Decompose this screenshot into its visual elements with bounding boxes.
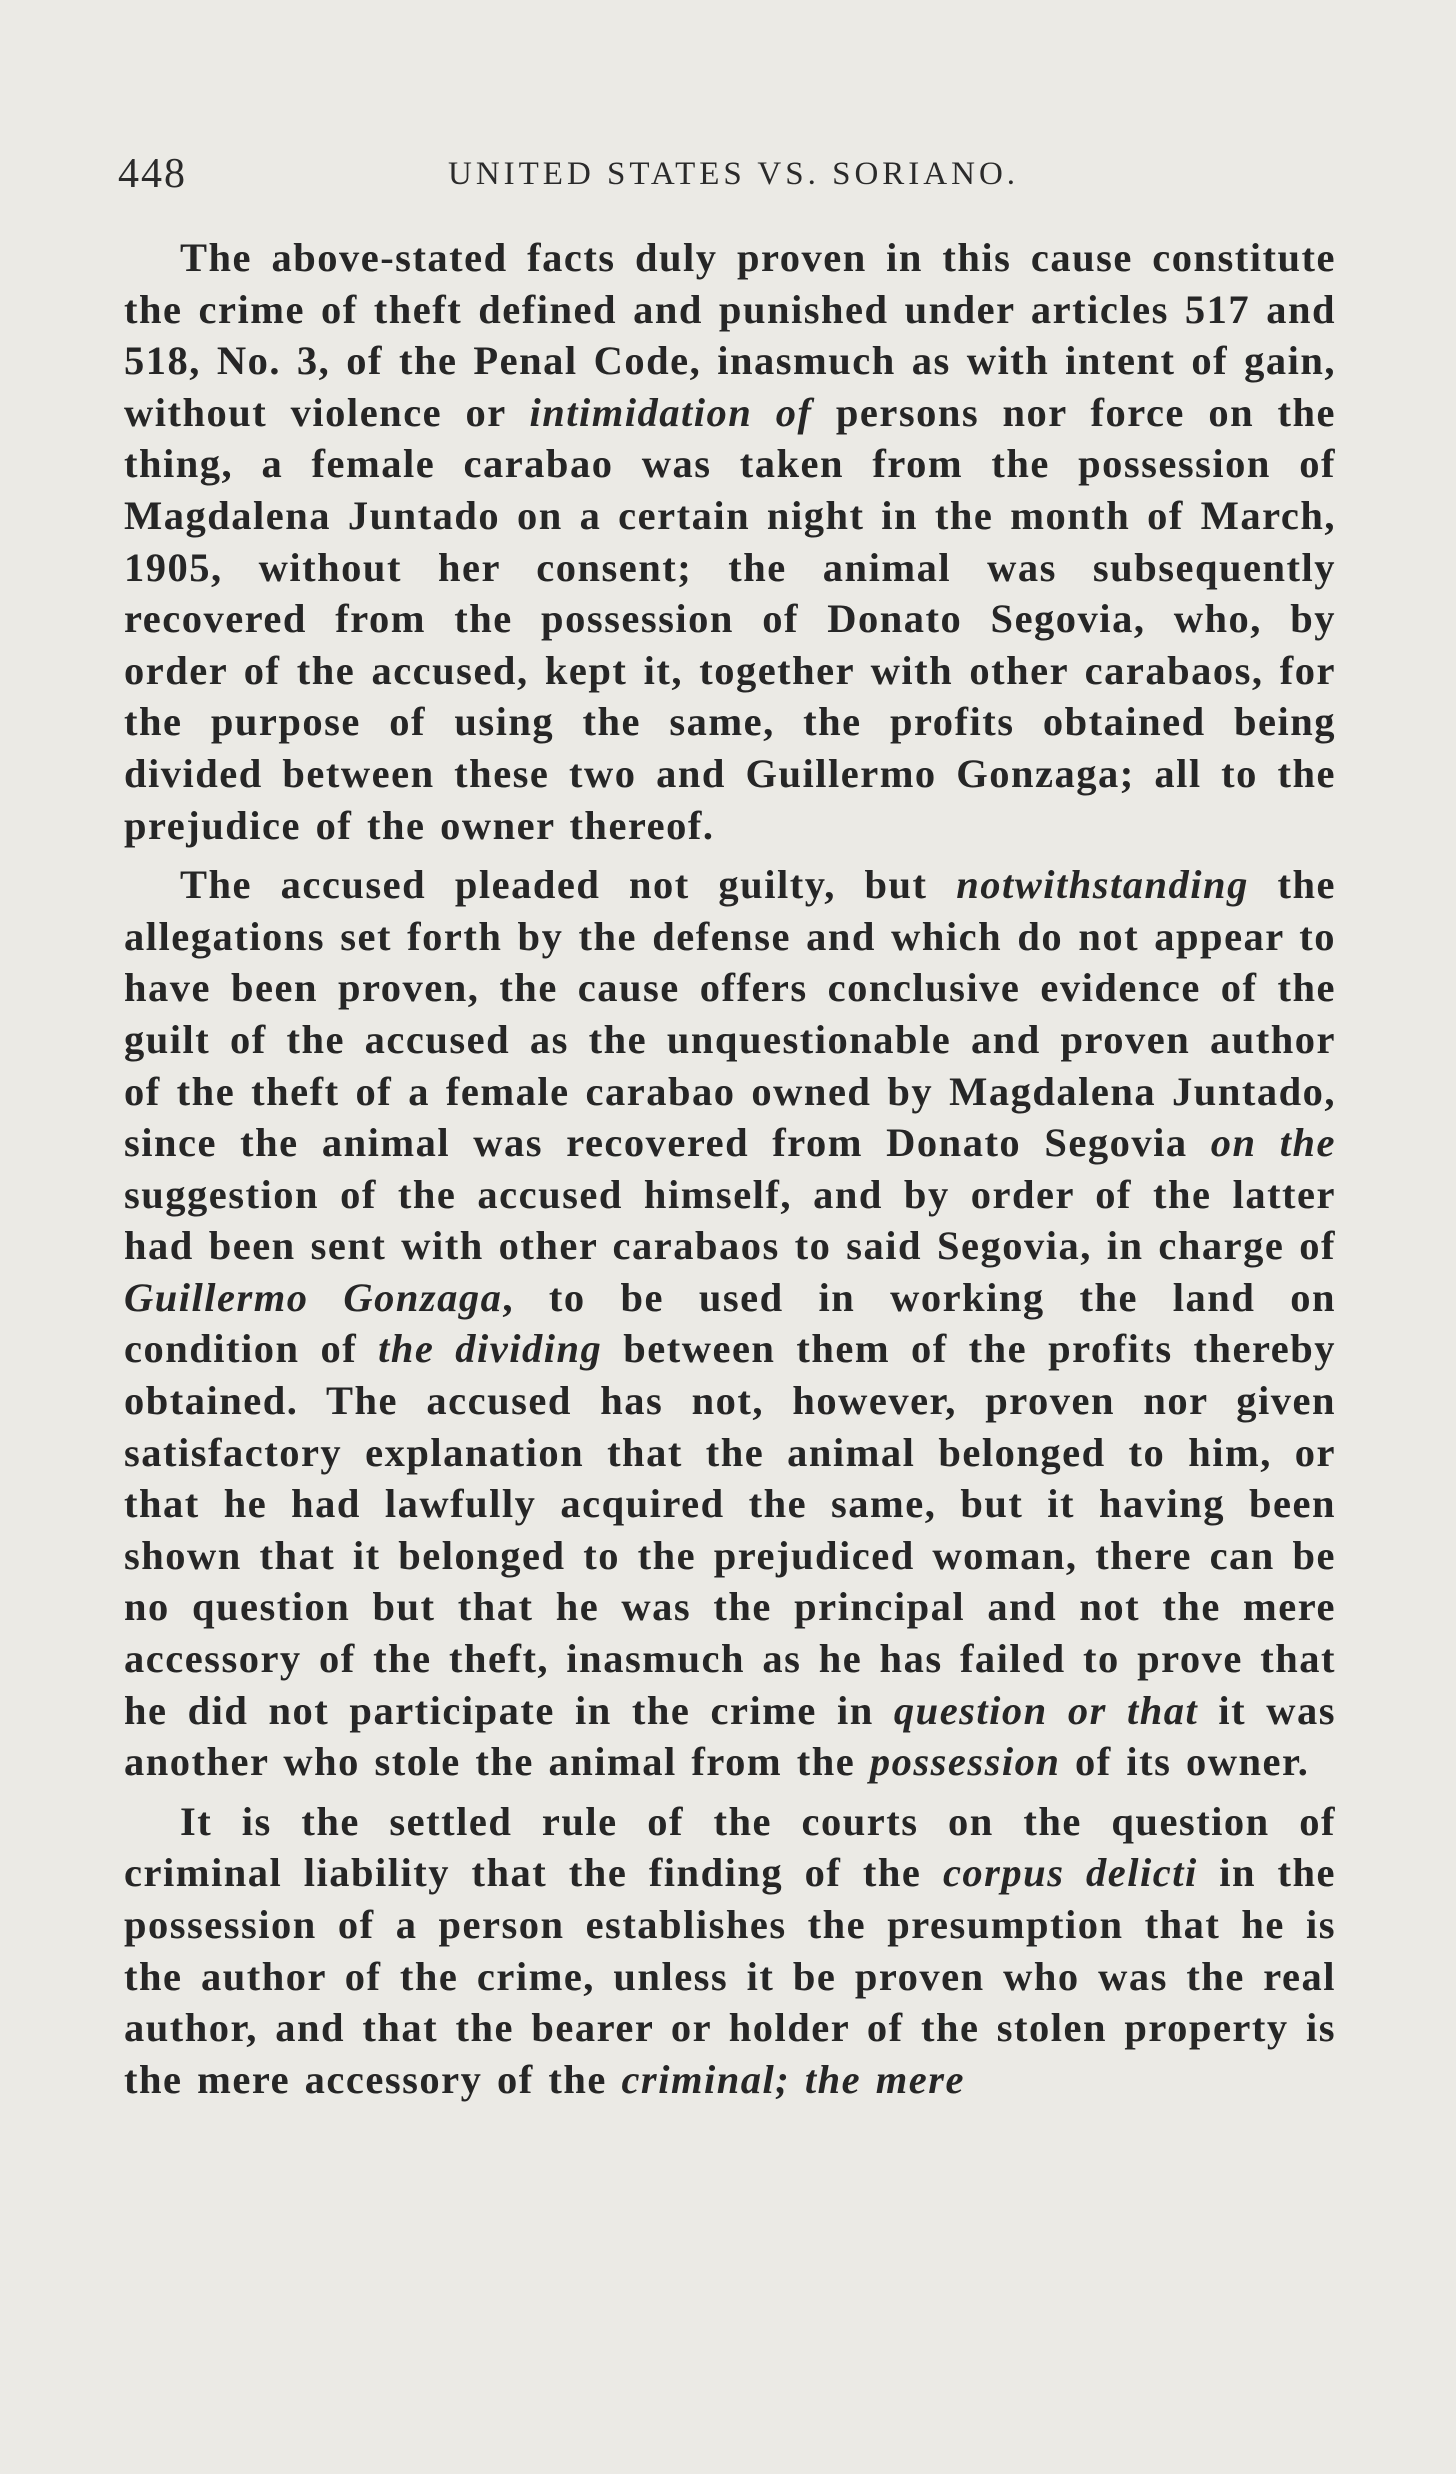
text-run: it was another who stole the animal from the — [124, 1687, 1336, 1785]
paragraph-1 — [124, 232, 1336, 851]
italic-run: the dividing — [378, 1326, 603, 1372]
italic-run: corpus delicti — [942, 1850, 1198, 1896]
italic-run: possession — [869, 1739, 1061, 1785]
text-run: The accused pleaded not guilty, but — [180, 862, 957, 908]
italic-run: question or that — [893, 1687, 1199, 1733]
italic-run: intimidation of — [529, 389, 813, 435]
text-run: persons nor force on the thing, a female carabao was taken from the possession of Magdalena Juntado on a certain night in the month of March, 1905, without her consent; the animal was subsequently recovered from the possession of Donato Segovia, who, by order of the accused, kept it, together with other carabaos, for the purpose of using the same, the profits obtained being divided between these two and Guillermo Gonzaga; all to the prejudice of the owner thereof. — [124, 389, 1336, 848]
italic-run: Guillermo Gonzaga — [124, 1274, 503, 1320]
page-number: 448 — [118, 151, 187, 197]
text-run: The above-stated facts duly proven in this cause constitute the crime of theft defined and punished under articles 517 and 518, No. 3, of the Penal Code, inasmuch as with intent of gain, without violence or — [124, 235, 1336, 435]
paragraph-2 — [124, 859, 1336, 1788]
text-run: suggestion of the accused himself, and by order of the latter had been sent with other carabaos to said Segovia, in charge of — [124, 1171, 1336, 1269]
italic-run: on the — [1210, 1120, 1336, 1166]
text-run: , to be used in working the land on condition of — [124, 1274, 1336, 1372]
italic-run: notwithstanding — [956, 862, 1249, 908]
page-header — [118, 150, 1338, 210]
text-run: in the possession of a person establishes the presumption that he is the author of the crime, unless it be proven who was the real author, and that the bearer or holder of the stolen property is the mere accessory of the — [124, 1850, 1337, 2102]
text-run: between them of the profits thereby obtained. The accused has not, however, proven nor given satisfactory explanation that the animal belonged to him, or that he had lawfully acquired the same, but it having been shown that it belonged to the prejudiced woman, there can be no question but that he was the principal and not the mere accessory of the theft, inasmuch as he has failed to prove that he did not participate in the crime in — [124, 1326, 1336, 1733]
italic-run: criminal; the mere — [621, 2056, 965, 2102]
text-run: It is the settled rule of the courts on the question of criminal liability that the finding of the — [124, 1798, 1336, 1896]
body-text — [124, 232, 1336, 2105]
running-head: UNITED STATES VS. SORIANO. — [448, 156, 1020, 192]
text-run: the allegations set forth by the defense and which do not appear to have been proven, the cause offers conclusive evidence of the guilt of the accused as the unquestionable and proven author of the theft of a female carabao owned by Magdalena Juntado, since the animal was recovered from Donato Segovia — [124, 862, 1336, 1166]
text-run: of its owner. — [1060, 1739, 1310, 1785]
paragraph-3 — [124, 1796, 1336, 2106]
